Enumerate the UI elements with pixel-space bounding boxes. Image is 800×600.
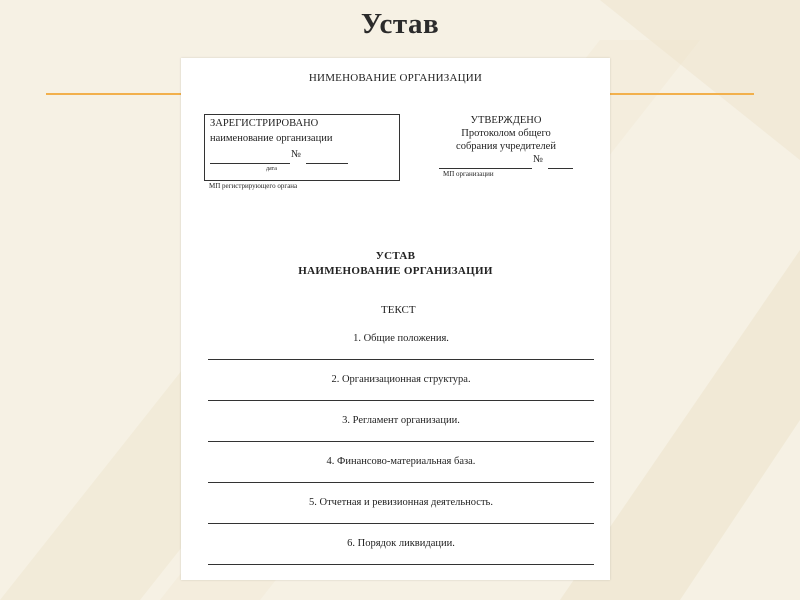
registered-number-sign: № (291, 149, 302, 160)
section-item (208, 442, 594, 483)
mp-org: МП организации (443, 170, 494, 178)
date-caption: дата (266, 166, 277, 172)
registered-box (204, 114, 400, 181)
section-item (208, 401, 594, 442)
section-label: 2. Организационная структура. (331, 374, 471, 385)
registered-date-blank (210, 153, 290, 164)
approved-line-2: собрания учредителей (456, 141, 556, 152)
approved-block (431, 114, 581, 153)
section-item (208, 360, 594, 401)
main-title-line-1: УСТАВ (375, 250, 416, 262)
approved-title: УТВЕРЖДЕНО (470, 115, 542, 126)
section-item (208, 319, 594, 360)
mp-registering: МП регистрирующего органа (209, 182, 298, 190)
text-label: ТЕКСТ (381, 304, 416, 316)
section-item (208, 524, 594, 565)
section-label: 1. Общие положения. (353, 333, 449, 344)
registered-org-line: наименование организации (210, 133, 333, 144)
slide-title: Устав (360, 8, 440, 40)
approved-blank (439, 158, 532, 169)
section-item (208, 483, 594, 524)
registered-number-blank (306, 153, 348, 164)
section-label: 6. Порядок ликвидации. (347, 538, 455, 549)
approved-number-sign: № (533, 154, 544, 165)
section-label: 3. Регламент организации. (342, 415, 460, 426)
section-label: 4. Финансово-материальная база. (326, 456, 476, 467)
document-page (181, 58, 610, 580)
approved-number-blank (548, 158, 573, 169)
title-rule-left (46, 93, 181, 95)
approved-line-1: Протоколом общего (461, 128, 551, 139)
title-rule-right (610, 93, 754, 95)
org-header: НИМЕНОВАНИЕ ОРГАНИЗАЦИИ (308, 72, 483, 84)
section-label: 5. Отчетная и ревизионная деятельность. (309, 497, 493, 508)
main-title (181, 249, 610, 279)
main-title-line-2: НАИМЕНОВАНИЕ ОРГАНИЗАЦИИ (298, 265, 493, 277)
registered-title: ЗАРЕГИСТРИРОВАНО (210, 118, 319, 129)
